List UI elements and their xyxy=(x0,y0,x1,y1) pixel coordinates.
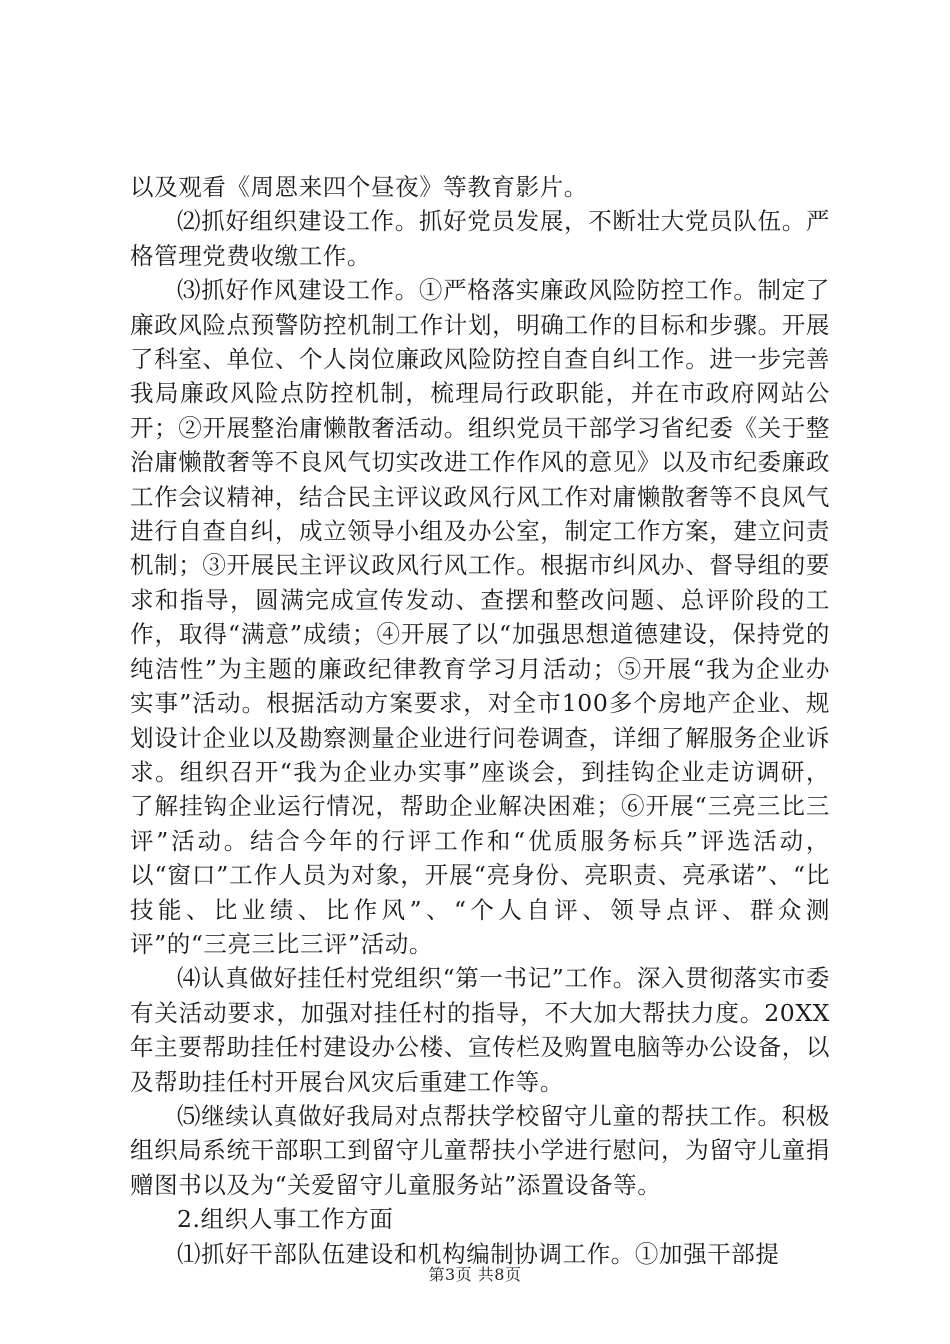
paragraph-3: ⑶抓好作风建设工作。①严格落实廉政风险防控工作。制定了廉政风险点预警防控机制工作计划，明确工作的目标和步骤。开展了科室、单位、个人岗位廉政风险防控自查自纠工作。进一步完善我局廉政风险点防控机制，梳理局行政职能，并在市政府网站公开；②开展整治庸懒散奢活动。组织党员干部学习省纪委《关于整治庸懒散奢等不良风气切实改进工作作风的意见》以及市纪委廉政工作会议精神，结合民主评议政风行风工作对庸懒散奢等不良风气进行自查自纠，成立领导小组及办公室，制定工作方案，建立问责机制；③开展民主评议政风行风工作。根据市纠风办、督导组的要求和指导，圆满完成宣传发动、查摆和整改问题、总评阶段的工作，取得“满意”成绩；④开展了以“加强思想道德建设，保持党的纯洁性”为主题的廉政纪律教育学习月活动；⑤开展“我为企业办实事”活动。根据活动方案要求，对全市100多个房地产企业、规划设计企业以及勘察测量企业进行问卷调查，详细了解服务企业诉求。组织召开“我为企业办实事”座谈会，到挂钩企业走访调研，了解挂钩企业运行情况，帮助企业解决困难；⑥开展“三亮三比三评”活动。结合今年的行评工作和“优质服务标兵”评选活动，以“窗口”工作人员为对象，开展“亮身份、亮职责、亮承诺”、“比技能、比业绩、比作风”、“个人自评、领导点评、群众测评”的“三亮三比三评”活动。 xyxy=(130,276,830,958)
page-footer: 第3页 共8页 xyxy=(428,1265,522,1284)
section-heading: 2.组织人事工作方面 xyxy=(177,1205,394,1234)
paragraph-2: ⑵抓好组织建设工作。抓好党员发展，不断壮大党员队伍。严格管理党费收缴工作。 xyxy=(130,207,830,270)
paragraph-7: ⑴抓好干部队伍建设和机构编制协调工作。①加强干部提 xyxy=(177,1239,780,1268)
paragraph-4: ⑷认真做好挂任村党组织“第一书记”工作。深入贯彻落实市委有关活动要求，加强对挂任村的指导，不大加大帮扶力度。20XX年主要帮助挂任村建设办公楼、宣传栏及购置电脑等办公设备，以及帮助挂任村开展台风灾后重建工作等。 xyxy=(130,964,830,1096)
paragraph-1: 以及观看《周恩来四个昼夜》等教育影片。 xyxy=(130,173,588,201)
document-body xyxy=(130,170,830,1271)
paragraph-5: ⑸继续认真做好我局对点帮扶学校留守儿童的帮扶工作。积极组织局系统干部职工到留守儿童帮扶小学进行慰问，为留守儿童捐赠图书以及为“关爱留守儿童服务站”添置设备等。 xyxy=(130,1101,830,1199)
